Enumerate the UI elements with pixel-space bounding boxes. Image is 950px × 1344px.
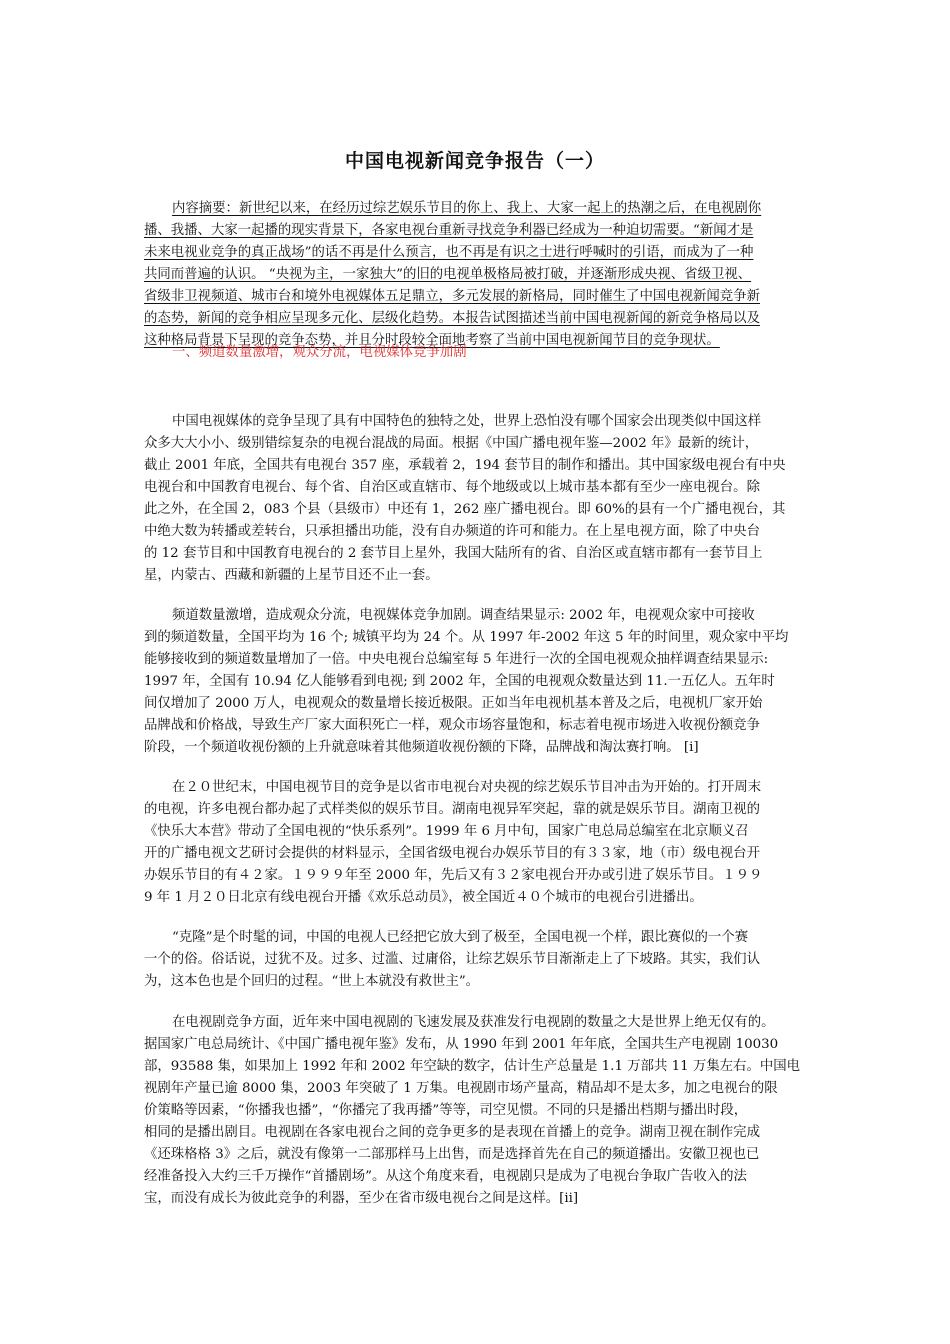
paragraph-line: 的电视，许多电视台都办起了式样类似的娱乐节目。湖南电视异军突起，靠的就是娱乐节目。湖南卫视的 <box>144 802 760 817</box>
paragraph-line: 阶段，一个频道收视份额的上升就意味着其他频道收视份额的下降，品牌战和淘汰赛打响。 [i] <box>144 740 699 755</box>
paragraph-line: 视剧年产量已逾 8000 集，2003 年突破了 1 万集。电视剧市场产量高，精品却不是太多，加之电视台的限 <box>144 1081 778 1096</box>
page-title: 中国电视新闻竞争报告（一） <box>344 150 605 172</box>
paragraph-line: 品牌战和价格战，导致生产厂家大面积死亡一样，观众市场容量饱和，标志着电视市场进入收视份额竞争 <box>144 718 760 733</box>
paragraph-line: 能够接收到的频道数量增加了一倍。中央电视台总编室每 5 年进行一次的全国电视观众抽样调查结果显示: <box>144 652 769 667</box>
paragraph-5 <box>144 1012 820 1210</box>
paragraph-4 <box>144 927 820 993</box>
paragraph-line: 星，内蒙古、西藏和新疆的上星节目还不止一套。 <box>144 568 439 583</box>
abstract-line: 播、我播、大家一起播的现实背景下，各家电视台重新寻找竞争利器已经成为一种迫切需要。“新闻才是 <box>144 223 754 238</box>
paragraph-line: 此之外，在全国 2，083 个县（县级市）中还有 1，262 座广播电视台。即 60%的县有一个广播电视台，其 <box>144 502 786 517</box>
paragraph-line: 中绝大数为转播或差转台，只承担播出功能，没有自办频道的许可和能力。在上星电视方面，除了中央台 <box>144 524 760 539</box>
paragraph-line: 开的广播电视文艺研讨会提供的材料显示，全国省级电视台办娱乐节目的有３３家，地（市）级电视台开 <box>144 846 760 861</box>
paragraph-line: 办娱乐节目的有４２家。１９９９年至 2000 年，先后又有３２家电视台开办或引进了娱乐节目。１９９ <box>144 868 763 883</box>
paragraph-line: 的 12 套节目和中国教育电视台的 2 套节目上星外，我国大陆所有的省、自治区或直辖市都有一套节目上 <box>144 546 763 561</box>
paragraph-line: 《还珠格格 3》之后，就没有像第一二部那样马上出售，而是选择首先在自己的频道播出。安徽卫视也已 <box>144 1147 760 1162</box>
abstract <box>144 198 820 352</box>
paragraph-line: 一个的俗。俗话说，过犹不及。过多、过滥、过庸俗，让综艺娱乐节目渐渐走上了下坡路。其实，我们认 <box>144 952 760 967</box>
paragraph-line: 相同的是播出剧目。电视剧在各家电视台之间的竞争更多的是表现在首播上的竞争。湖南卫视在制作完成 <box>144 1125 760 1140</box>
paragraph-line: 在２０世纪末，中国电视节目的竞争是以省市电视台对央视的综艺娱乐节目冲击为开始的。打开周末 <box>172 780 762 795</box>
paragraph-line: 间仅增加了 2000 万人，电视观众的数量增长接近极限。正如当年电视机基本普及之后，电视机厂家开始 <box>144 696 763 711</box>
paragraph-line: 《快乐大本营》带动了全国电视的“快乐系列”。1999 年 6 月中旬，国家广电总局总编室在北京顺义召 <box>144 824 749 839</box>
abstract-line: 未来电视业竞争的真正战场”的话不再是什么预言，也不再是有识之士进行呼喊时的引语，而成为了一种 <box>144 245 754 260</box>
paragraph-line: 1997 年，全国有 10.94 亿人能够看到电视; 到 2002 年，全国的电视观众数量达到 11.一五亿人。五年时 <box>144 674 775 689</box>
paragraph-line: 为，这本色也是个回归的过程。“世上本就没有救世主”。 <box>144 974 480 989</box>
paragraph-1 <box>144 411 820 587</box>
paragraph-line: “克隆”是个时髦的词，中国的电视人已经把它放大到了极至，全国电视一个样，跟比赛似的一个赛 <box>172 930 749 945</box>
paragraph-3 <box>144 777 820 909</box>
paragraph-line: 宝，而没有成长为彼此竞争的利器，至少在省市级电视台之间是这样。[ii] <box>144 1191 579 1206</box>
paragraph-line: 中国电视媒体的竞争呈现了具有中国特色的独特之处，世界上恐怕没有哪个国家会出现类似中国这样 <box>172 414 762 429</box>
paragraph-line: 价策略等因素，“你播我也播”，“你播完了我再播”等等，司空见惯。不同的只是播出档期与播出时段， <box>144 1103 748 1118</box>
paragraph-line: 经准备投入大约三千万操作“首播剧场”。从这个角度来看，电视剧只是成为了电视台争取广告收入的法 <box>144 1169 747 1184</box>
abstract-line: 省级非卫视频道、城市台和境外电视媒体五足鼎立，多元发展的新格局，同时催生了中国电视新闻竞争新 <box>144 289 760 304</box>
abstract-line: 这种格局背景下呈现的竞争态势，并且分时段较全面地考察了当前中国电视新闻节目的竞争现状。 <box>144 333 720 348</box>
paragraph-line: 据国家广电总局统计、《中国广播电视年鉴》发布，从 1990 年到 2001 年年底，全国共生产电视剧 10030 <box>144 1037 779 1052</box>
paragraph-line: 9 年 1 月２０日北京有线电视台开播《欢乐总动员》，被全国近４０个城市的电视台引进播出。 <box>144 890 703 905</box>
paragraph-line: 在电视剧竞争方面，近年来中国电视剧的飞速发展及获准发行电视剧的数量之大是世界上绝无仅有的。 <box>172 1015 775 1030</box>
paragraph-line: 部，93588 集，如果加上 1992 年和 2002 年空缺的数字，估计生产总量是 1.1 万部共 11 万集左右。中国电 <box>144 1059 801 1074</box>
abstract-line: 内容摘要：新世纪以来，在经历过综艺娱乐节目的你上、我上、大家一起上的热潮之后，在电视剧你 <box>172 201 762 216</box>
paragraph-line: 到的频道数量，全国平均为 16 个; 城镇平均为 24 个。从 1997 年-2002 年这 5 年的时间里，观众家中平均 <box>144 630 789 645</box>
paragraph-line: 众多大大小小、级别错综复杂的电视台混战的局面。根据《中国广播电视年鉴—2002 年》最新的统计， <box>144 436 759 451</box>
section-heading: 一、频道数量激增，观众分流，电视媒体竞争加剧 <box>172 345 467 360</box>
paragraph-line: 截止 2001 年底，全国共有电视台 357 座，承载着 2，194 套节目的制作和播出。其中国家级电视台有中央 <box>144 458 786 473</box>
paragraph-line: 频道数量激增，造成观众分流，电视媒体竞争加剧。调查结果显示: 2002 年，电视观众家中可接收 <box>172 608 755 623</box>
paragraph-line: 电视台和中国教育电视台、每个省、自治区或直辖市、每个地级或以上城市基本都有至少一座电视台。除 <box>144 480 760 495</box>
abstract-line: 共同而普遍的认识。 “央视为主，一家独大”的旧的电视单极格局被打破，并逐渐形成央视、省级卫视、 <box>144 267 752 282</box>
abstract-line: 的态势，新闻的竞争相应呈现多元化、层级化趋势。本报告试图描述当前中国电视新闻的新竞争格局以及 <box>144 311 760 326</box>
paragraph-2 <box>144 605 820 759</box>
